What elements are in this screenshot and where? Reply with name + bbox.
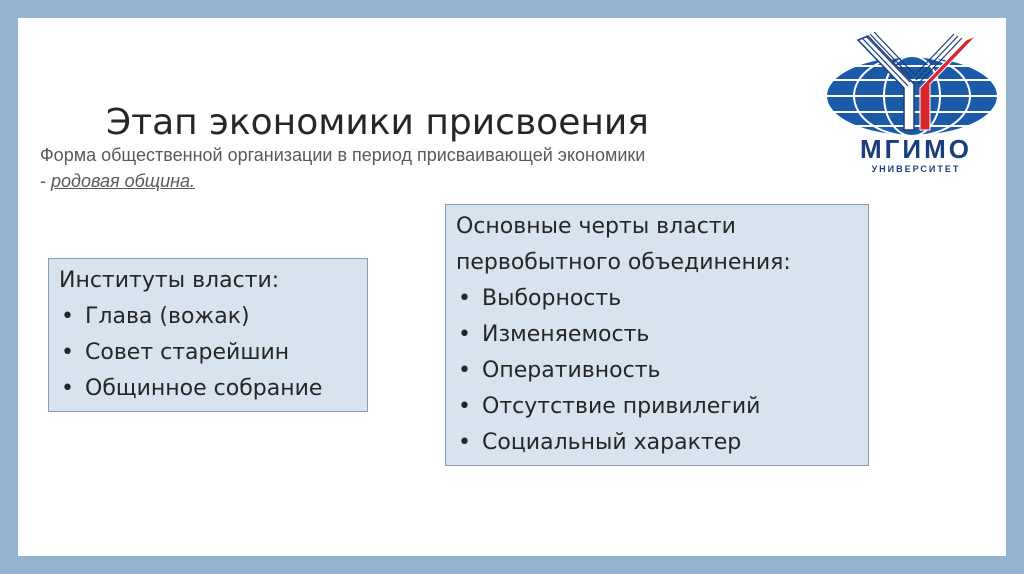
subtitle-dash: - <box>40 171 51 191</box>
list-item: • Оперативность <box>456 353 858 389</box>
features-box <box>445 204 869 466</box>
list-item: • Отсутствие привилегий <box>456 389 858 425</box>
list-item: • Изменяемость <box>456 317 858 353</box>
subtitle-line-2 <box>40 168 830 194</box>
logo-name: МГИМО <box>860 134 972 164</box>
institutions-heading: Институты власти: <box>59 268 280 293</box>
slide <box>18 18 1006 556</box>
mgimo-logo <box>818 18 1006 186</box>
features-heading-line-1: Основные черты власти <box>456 214 736 239</box>
list-item: • Совет старейшин <box>59 335 357 371</box>
slide-subtitle <box>40 142 830 194</box>
list-item: • Глава (вожак) <box>59 299 357 335</box>
list-item: • Социальный характер <box>456 425 858 461</box>
institutions-box <box>48 258 368 412</box>
slide-title: Этап экономики присвоения <box>106 102 649 143</box>
globe-emblem-icon <box>818 18 1006 138</box>
features-list <box>456 281 858 461</box>
list-item: • Выборность <box>456 281 858 317</box>
list-item: • Общинное собрание <box>59 371 357 407</box>
logo-subtitle: УНИВЕРСИТЕТ <box>871 164 961 174</box>
subtitle-line-1: Форма общественной организации в период присваивающей экономики <box>40 145 646 165</box>
features-heading-line-2: первобытного объединения: <box>456 250 791 275</box>
institutions-list <box>59 299 357 407</box>
subtitle-term: родовая община. <box>51 171 195 191</box>
